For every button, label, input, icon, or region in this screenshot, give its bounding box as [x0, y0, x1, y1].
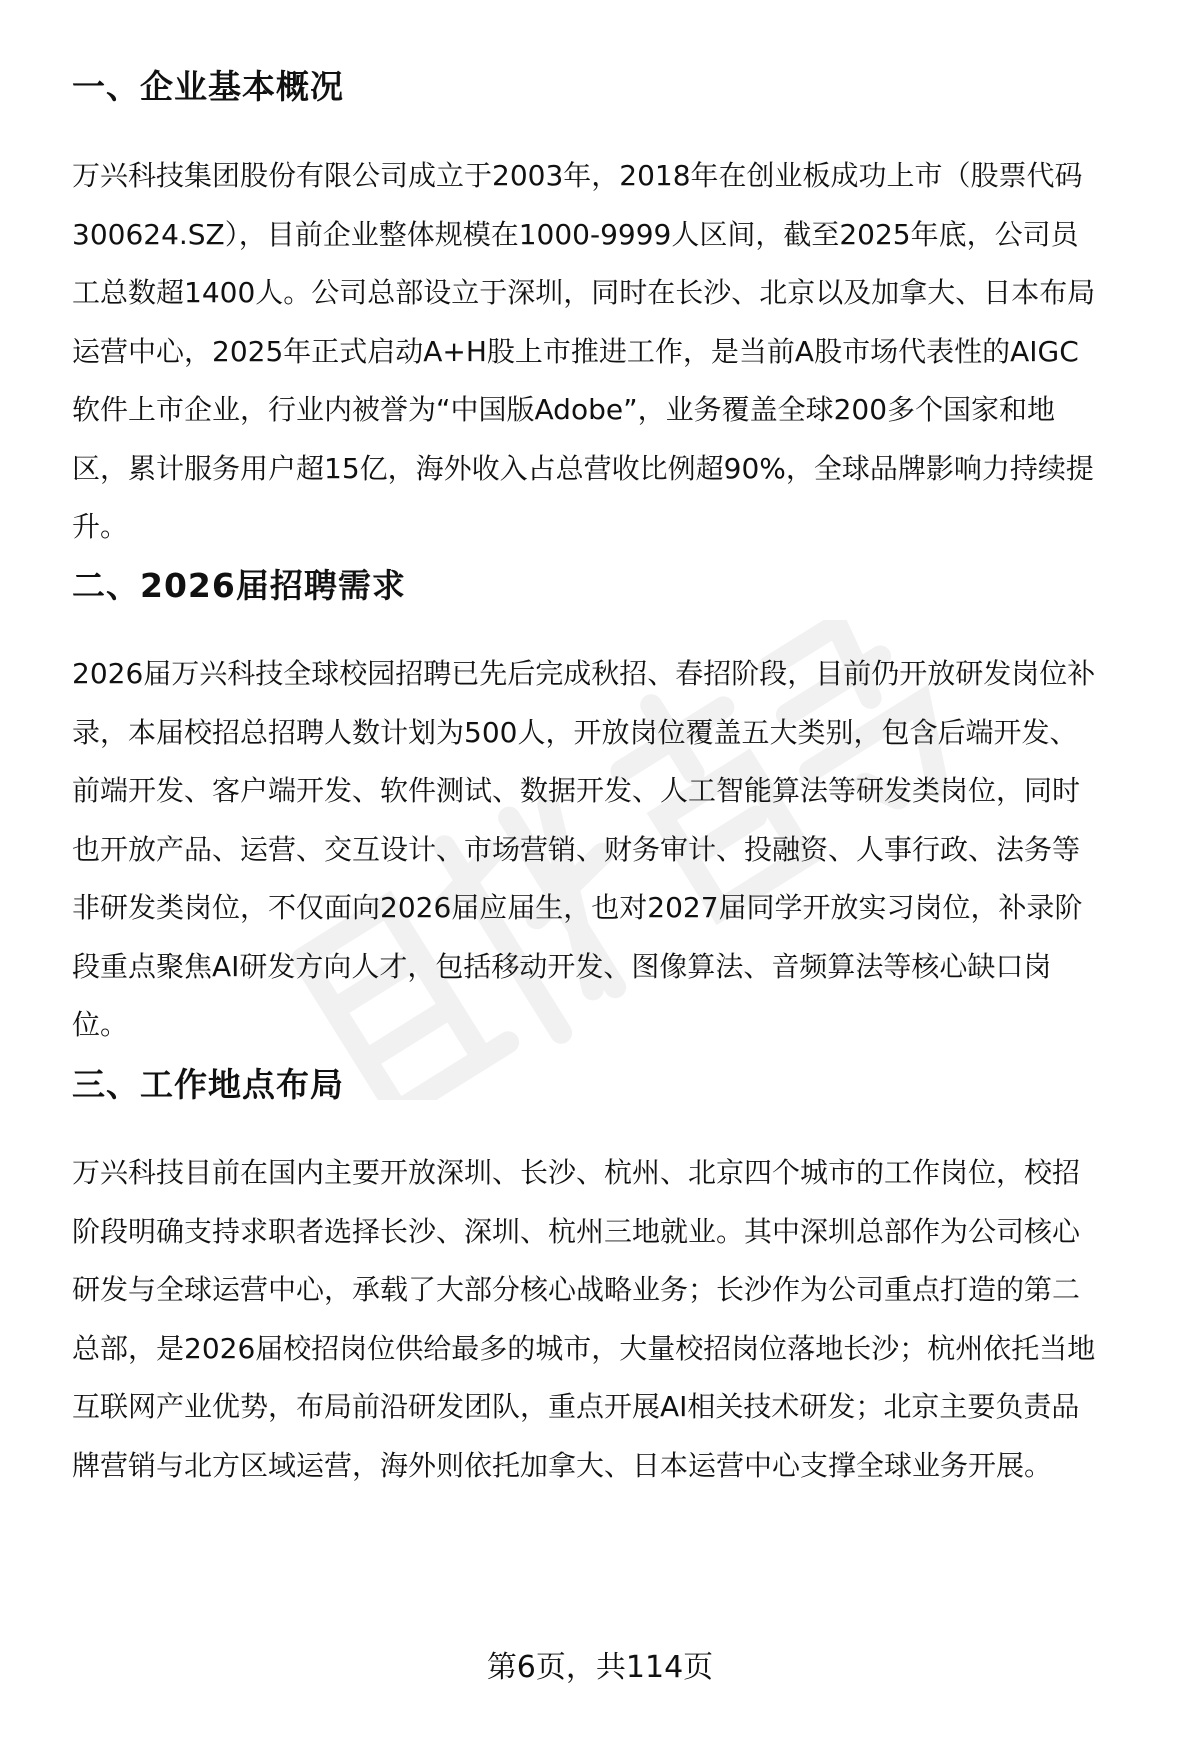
text-line: 牌营销与北方区域运营，海外则依托加拿大、日本运营中心支撑全球业务开展。	[72, 1448, 1053, 1482]
text-line: 300624.SZ），目前企业整体规模在1000-9999人区间，截至2025年底，公司员	[72, 217, 1079, 251]
text-line: 前端开发、客户端开发、软件测试、数据开发、人工智能算法等研发类岗位，同时	[72, 774, 1081, 807]
text-line: 2026届万兴科技全球校园招聘已先后完成秋招、春招阶段，目前仍开放研发岗位补	[72, 657, 1096, 690]
text-line: 录，本届校招总招聘人数计划为500人，开放岗位覆盖五大类别，包含后端开发、	[72, 715, 1078, 749]
text-line: 区，累计服务用户超15亿，海外收入占总营收比例超90%，全球品牌影响力持续提	[72, 451, 1094, 485]
section-title: 三、工作地点布局	[72, 1065, 344, 1104]
text-line: 非研发类岗位，不仅面向2026届应届生，也对2027届同学开放实习岗位，补录阶	[72, 891, 1083, 924]
section-title: 二、2026届招聘需求	[72, 566, 406, 605]
text-line: 互联网产业优势，布局前沿研发团队，重点开展AI相关技术研发；北京主要负责品	[72, 1390, 1080, 1423]
text-line: 万兴科技集团股份有限公司成立于2003年，2018年在创业板成功上市（股票代码	[72, 159, 1083, 192]
text-line: 阶段明确支持求职者选择长沙、深圳、杭州三地就业。其中深圳总部作为公司核心	[72, 1214, 1081, 1248]
section-title: 一、企业基本概况	[72, 67, 344, 106]
section-body	[72, 645, 1172, 1055]
text-line: 软件上市企业，行业内被誉为“中国版Adobe”，业务覆盖全球200多个国家和地	[72, 393, 1056, 426]
text-line: 也开放产品、运营、交互设计、市场营销、财务审计、投融资、人事行政、法务等	[72, 832, 1081, 866]
section-body	[72, 147, 1172, 557]
text-line: 研发与全球运营中心，承载了大部分核心战略业务；长沙作为公司重点打造的第二	[72, 1273, 1081, 1306]
text-line: 位。	[72, 1008, 129, 1041]
section-body	[72, 1144, 1172, 1495]
text-line: 万兴科技目前在国内主要开放深圳、长沙、杭州、北京四个城市的工作岗位，校招	[72, 1156, 1081, 1189]
text-line: 段重点聚焦AI研发方向人才，包括移动开发、图像算法、音频算法等核心缺口岗	[72, 949, 1052, 983]
text-line: 升。	[72, 510, 129, 543]
text-line: 运营中心，2025年正式启动A+H股上市推进工作，是当前A股市场代表性的AIGC	[72, 334, 1079, 368]
text-line: 总部，是2026届校招岗位供给最多的城市，大量校招岗位落地长沙；杭州依托当地	[72, 1331, 1096, 1365]
text-line: 工总数超1400人。公司总部设立于深圳，同时在长沙、北京以及加拿大、日本布局	[72, 276, 1096, 309]
page-number: 第6页，共114页	[486, 1650, 714, 1685]
